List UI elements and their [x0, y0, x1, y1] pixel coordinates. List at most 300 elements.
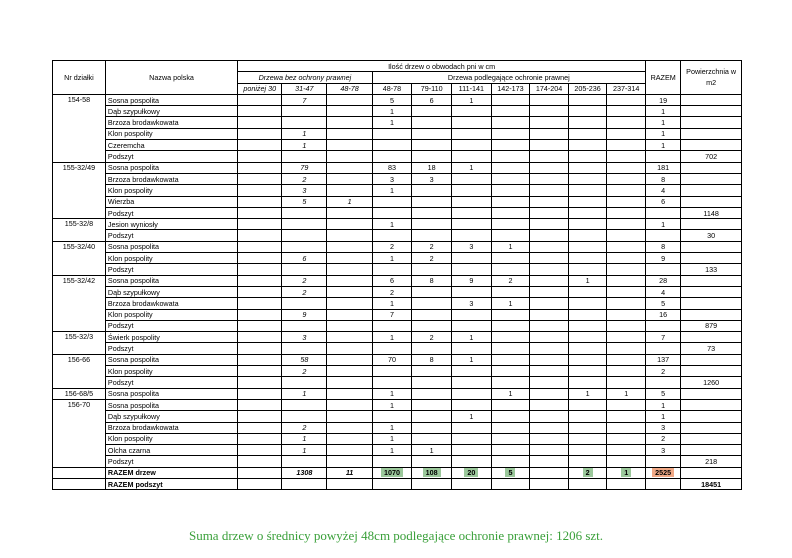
- count-cell: [412, 309, 452, 320]
- count-cell: [412, 219, 452, 230]
- count-cell: [282, 298, 327, 309]
- count-cell: [238, 275, 282, 286]
- count-cell: [412, 128, 452, 139]
- count-cell: [327, 456, 372, 467]
- count-cell: 1: [372, 399, 412, 410]
- count-cell: [452, 264, 492, 275]
- area-cell: [681, 253, 742, 264]
- count-cell: [568, 411, 607, 422]
- count-cell: [530, 241, 569, 252]
- count-cell: [238, 219, 282, 230]
- count-cell: [327, 230, 372, 241]
- species-name-cell: Brzoza brodawkowata: [105, 173, 237, 184]
- species-name-cell: Brzoza brodawkowata: [105, 298, 237, 309]
- count-cell: [282, 456, 327, 467]
- count-cell: [238, 117, 282, 128]
- area-cell: [681, 298, 742, 309]
- count-cell: [412, 106, 452, 117]
- species-name-cell: Podszyt: [105, 377, 237, 388]
- species-name-cell: Sosna pospolita: [105, 241, 237, 252]
- count-cell: [238, 445, 282, 456]
- species-name-cell: Sosna pospolita: [105, 275, 237, 286]
- count-cell: [568, 343, 607, 354]
- count-cell: [607, 354, 646, 365]
- count-cell: [238, 162, 282, 173]
- area-cell: [681, 286, 742, 297]
- area-cell: 702: [681, 151, 742, 162]
- total-count-cell: [607, 467, 646, 478]
- count-cell: [568, 377, 607, 388]
- tree-inventory-table: [52, 60, 742, 490]
- count-cell: 5: [372, 94, 412, 105]
- table-row: [53, 106, 742, 117]
- count-cell: [238, 320, 282, 331]
- total-count-value: 1308: [296, 468, 313, 478]
- count-cell: 2: [372, 241, 412, 252]
- count-cell: [372, 320, 412, 331]
- count-cell: [568, 117, 607, 128]
- count-cell: 2: [282, 286, 327, 297]
- count-cell: [238, 230, 282, 241]
- empty-cell: [530, 478, 569, 489]
- header-range-5: 111-141: [452, 83, 492, 94]
- count-cell: 1: [372, 422, 412, 433]
- empty-cell: [372, 478, 412, 489]
- row-total-cell: 4: [646, 286, 681, 297]
- header-nazwa: Nazwa polska: [105, 61, 237, 95]
- area-cell: [681, 309, 742, 320]
- count-cell: [372, 366, 412, 377]
- count-cell: [238, 411, 282, 422]
- count-cell: 9: [282, 309, 327, 320]
- count-cell: 1: [452, 94, 492, 105]
- species-name-cell: Jesion wyniosły: [105, 219, 237, 230]
- count-cell: 5: [282, 196, 327, 207]
- count-cell: [327, 253, 372, 264]
- plot-number-cell: 154-58: [53, 94, 106, 162]
- count-cell: [568, 253, 607, 264]
- area-cell: [681, 219, 742, 230]
- total-count-value: 1070: [381, 468, 403, 477]
- area-cell: [681, 388, 742, 399]
- count-cell: [327, 264, 372, 275]
- count-cell: [607, 207, 646, 218]
- row-total-cell: [646, 456, 681, 467]
- count-cell: [530, 275, 569, 286]
- area-cell: [681, 117, 742, 128]
- count-cell: [530, 377, 569, 388]
- area-cell: [681, 128, 742, 139]
- count-cell: [530, 286, 569, 297]
- count-cell: 3: [282, 332, 327, 343]
- count-cell: 1: [452, 162, 492, 173]
- count-cell: [530, 140, 569, 151]
- table-row: [53, 286, 742, 297]
- count-cell: 1: [412, 445, 452, 456]
- species-name-cell: Sosna pospolita: [105, 162, 237, 173]
- count-cell: [607, 343, 646, 354]
- count-cell: [238, 140, 282, 151]
- row-total-cell: [646, 264, 681, 275]
- count-cell: 1: [282, 433, 327, 444]
- count-cell: [327, 94, 372, 105]
- row-total-cell: 1: [646, 106, 681, 117]
- count-cell: [491, 117, 530, 128]
- area-cell: [681, 185, 742, 196]
- count-cell: [327, 388, 372, 399]
- count-cell: [412, 320, 452, 331]
- count-cell: [327, 286, 372, 297]
- count-cell: [412, 411, 452, 422]
- count-cell: [530, 433, 569, 444]
- species-name-cell: Podszyt: [105, 207, 237, 218]
- header-range-3: 48-78: [372, 83, 412, 94]
- row-total-cell: 5: [646, 298, 681, 309]
- count-cell: [412, 422, 452, 433]
- count-cell: [282, 207, 327, 218]
- empty-cell: [412, 478, 452, 489]
- count-cell: [327, 354, 372, 365]
- count-cell: [568, 230, 607, 241]
- table-row: [53, 151, 742, 162]
- species-name-cell: Świerk pospolity: [105, 332, 237, 343]
- count-cell: [412, 151, 452, 162]
- count-cell: [530, 207, 569, 218]
- count-cell: [327, 422, 372, 433]
- count-cell: [530, 366, 569, 377]
- total-count-cell: [530, 467, 569, 478]
- area-cell: 879: [681, 320, 742, 331]
- count-cell: [568, 151, 607, 162]
- count-cell: [327, 433, 372, 444]
- count-cell: [530, 173, 569, 184]
- table-row: [53, 309, 742, 320]
- count-cell: [491, 377, 530, 388]
- count-cell: [452, 366, 492, 377]
- count-cell: [607, 264, 646, 275]
- count-cell: [327, 117, 372, 128]
- total-count-value: 20: [464, 468, 478, 477]
- species-name-cell: Podszyt: [105, 456, 237, 467]
- total-count-cell: [568, 467, 607, 478]
- count-cell: [372, 230, 412, 241]
- count-cell: 1: [282, 140, 327, 151]
- count-cell: [607, 185, 646, 196]
- count-cell: 2: [282, 173, 327, 184]
- total-count-cell: [282, 467, 327, 478]
- count-cell: [568, 94, 607, 105]
- count-cell: [530, 106, 569, 117]
- count-cell: 3: [452, 298, 492, 309]
- area-cell: [681, 366, 742, 377]
- count-cell: [607, 140, 646, 151]
- count-cell: [412, 140, 452, 151]
- table-row: [53, 117, 742, 128]
- count-cell: [327, 275, 372, 286]
- count-cell: [238, 151, 282, 162]
- count-cell: [452, 399, 492, 410]
- row-total-cell: [646, 320, 681, 331]
- count-cell: [568, 106, 607, 117]
- count-cell: [607, 286, 646, 297]
- species-name-cell: Dąb szypułkowy: [105, 411, 237, 422]
- row-total-cell: 1: [646, 128, 681, 139]
- count-cell: [491, 106, 530, 117]
- count-cell: [327, 320, 372, 331]
- area-cell: [681, 241, 742, 252]
- area-cell: [681, 354, 742, 365]
- area-cell: [681, 332, 742, 343]
- row-total-cell: 2: [646, 366, 681, 377]
- count-cell: [530, 298, 569, 309]
- count-cell: [568, 309, 607, 320]
- count-cell: [568, 286, 607, 297]
- count-cell: [238, 185, 282, 196]
- count-cell: [452, 117, 492, 128]
- plot-number-cell: 155-32/49: [53, 162, 106, 218]
- count-cell: [327, 140, 372, 151]
- plot-number-cell: 156-66: [53, 354, 106, 388]
- count-cell: [530, 445, 569, 456]
- row-total-cell: 19: [646, 94, 681, 105]
- count-cell: [282, 320, 327, 331]
- count-cell: [238, 456, 282, 467]
- area-cell: 73: [681, 343, 742, 354]
- count-cell: [282, 219, 327, 230]
- row-total-cell: 3: [646, 445, 681, 456]
- row-total-cell: 9: [646, 253, 681, 264]
- species-name-cell: Dąb szypułkowy: [105, 106, 237, 117]
- count-cell: [327, 151, 372, 162]
- totals-label: RAZEM drzew: [105, 467, 237, 478]
- area-cell: [681, 196, 742, 207]
- count-cell: [568, 366, 607, 377]
- count-cell: [412, 366, 452, 377]
- count-cell: [452, 456, 492, 467]
- count-cell: [372, 411, 412, 422]
- species-name-cell: Podszyt: [105, 320, 237, 331]
- count-cell: [491, 354, 530, 365]
- count-cell: [452, 140, 492, 151]
- header-range-8: 205-236: [568, 83, 607, 94]
- count-cell: [238, 264, 282, 275]
- table-row: [53, 332, 742, 343]
- grand-total-cell: [646, 467, 681, 478]
- count-cell: 3: [412, 173, 452, 184]
- summary-note: Suma drzew o średnicy powyżej 48cm podlegające ochronie prawnej: 1206 szt.: [188, 528, 604, 543]
- count-cell: 1: [607, 388, 646, 399]
- row-total-cell: 1: [646, 219, 681, 230]
- podszyt-total-label: RAZEM podszyt: [105, 478, 237, 489]
- count-cell: [607, 411, 646, 422]
- count-cell: [568, 185, 607, 196]
- species-name-cell: Sosna pospolita: [105, 388, 237, 399]
- count-cell: [327, 411, 372, 422]
- count-cell: 8: [412, 275, 452, 286]
- count-cell: 79: [282, 162, 327, 173]
- count-cell: [452, 422, 492, 433]
- table-row: [53, 445, 742, 456]
- count-cell: 1: [452, 332, 492, 343]
- count-cell: [452, 309, 492, 320]
- count-cell: 1: [282, 128, 327, 139]
- table-row: [53, 128, 742, 139]
- count-cell: [452, 185, 492, 196]
- plot-number-cell: 155-32/8: [53, 219, 106, 242]
- count-cell: [568, 196, 607, 207]
- species-name-cell: Klon pospolity: [105, 366, 237, 377]
- table-row: [53, 320, 742, 331]
- count-cell: 3: [282, 185, 327, 196]
- count-cell: [530, 117, 569, 128]
- total-count-cell: [412, 467, 452, 478]
- count-cell: [530, 388, 569, 399]
- table-row: [53, 433, 742, 444]
- count-cell: [372, 207, 412, 218]
- count-cell: [327, 219, 372, 230]
- plot-number-cell: 155-32/40: [53, 241, 106, 275]
- species-name-cell: Czeremcha: [105, 140, 237, 151]
- totals-row: [53, 467, 742, 478]
- total-count-value: 5: [505, 468, 515, 477]
- count-cell: [607, 275, 646, 286]
- count-cell: [372, 377, 412, 388]
- count-cell: 1: [282, 445, 327, 456]
- count-cell: 6: [412, 94, 452, 105]
- row-total-cell: 28: [646, 275, 681, 286]
- count-cell: [282, 343, 327, 354]
- count-cell: [530, 151, 569, 162]
- table-row: [53, 230, 742, 241]
- total-count-cell: [238, 467, 282, 478]
- table-row: [53, 388, 742, 399]
- row-total-cell: 5: [646, 388, 681, 399]
- count-cell: [238, 253, 282, 264]
- species-name-cell: Klon pospolity: [105, 309, 237, 320]
- header-range-6: 142-173: [491, 83, 530, 94]
- species-name-cell: Wierzba: [105, 196, 237, 207]
- count-cell: [327, 185, 372, 196]
- count-cell: [530, 230, 569, 241]
- count-cell: [607, 422, 646, 433]
- table-row: [53, 173, 742, 184]
- total-count-cell: [491, 467, 530, 478]
- count-cell: [491, 433, 530, 444]
- count-cell: [607, 320, 646, 331]
- empty-cell: [491, 478, 530, 489]
- area-cell: [681, 399, 742, 410]
- count-cell: [607, 456, 646, 467]
- header-range-1: 31-47: [282, 83, 327, 94]
- count-cell: [491, 320, 530, 331]
- species-name-cell: Klon pospolity: [105, 128, 237, 139]
- area-cell: [681, 411, 742, 422]
- count-cell: [327, 128, 372, 139]
- count-cell: [412, 388, 452, 399]
- count-cell: [452, 128, 492, 139]
- count-cell: 70: [372, 354, 412, 365]
- count-cell: 8: [412, 354, 452, 365]
- count-cell: [530, 196, 569, 207]
- area-cell: [681, 106, 742, 117]
- row-total-cell: [646, 343, 681, 354]
- area-cell: [681, 422, 742, 433]
- count-cell: [568, 207, 607, 218]
- count-cell: [491, 185, 530, 196]
- count-cell: [372, 456, 412, 467]
- table-row: [53, 422, 742, 433]
- total-count-value: 108: [423, 468, 441, 477]
- row-total-cell: 1: [646, 399, 681, 410]
- count-cell: [282, 411, 327, 422]
- table-row: [53, 399, 742, 410]
- count-cell: [327, 377, 372, 388]
- count-cell: 1: [372, 332, 412, 343]
- empty-cell: [327, 478, 372, 489]
- count-cell: [491, 456, 530, 467]
- count-cell: 18: [412, 162, 452, 173]
- total-count-cell: [452, 467, 492, 478]
- table-body: [53, 94, 742, 489]
- count-cell: [452, 433, 492, 444]
- plot-number-cell: 156-68/5: [53, 388, 106, 399]
- count-cell: [238, 422, 282, 433]
- count-cell: [568, 320, 607, 331]
- count-cell: [412, 433, 452, 444]
- count-cell: 1: [372, 388, 412, 399]
- table-row: [53, 366, 742, 377]
- count-cell: [491, 343, 530, 354]
- count-cell: [412, 399, 452, 410]
- empty-cell: [282, 478, 327, 489]
- count-cell: 1: [491, 241, 530, 252]
- total-count-cell: [327, 467, 372, 478]
- count-cell: [607, 253, 646, 264]
- empty-cell: [568, 478, 607, 489]
- count-cell: [282, 117, 327, 128]
- row-total-cell: 8: [646, 241, 681, 252]
- count-cell: 1: [372, 433, 412, 444]
- count-cell: [452, 253, 492, 264]
- count-cell: [530, 264, 569, 275]
- count-cell: [412, 264, 452, 275]
- totals-empty-cell: [53, 467, 106, 478]
- header-nr-dzialki: Nr działki: [53, 61, 106, 95]
- table-row: [53, 162, 742, 173]
- count-cell: [412, 185, 452, 196]
- species-name-cell: Klon pospolity: [105, 185, 237, 196]
- species-name-cell: Dąb szypułkowy: [105, 286, 237, 297]
- area-cell: [681, 275, 742, 286]
- count-cell: 2: [412, 253, 452, 264]
- count-cell: 1: [282, 388, 327, 399]
- empty-cell: [452, 478, 492, 489]
- count-cell: [530, 219, 569, 230]
- area-cell: 133: [681, 264, 742, 275]
- count-cell: [327, 445, 372, 456]
- header-podlegajace: Drzewa podlegające ochronie prawnej: [372, 72, 645, 83]
- table-row: [53, 196, 742, 207]
- count-cell: 1: [452, 354, 492, 365]
- table-row: [53, 275, 742, 286]
- count-cell: 1: [372, 298, 412, 309]
- count-cell: [238, 388, 282, 399]
- count-cell: [238, 399, 282, 410]
- podszyt-empty-cell: [53, 478, 106, 489]
- count-cell: [282, 399, 327, 410]
- count-cell: [568, 162, 607, 173]
- count-cell: 2: [282, 366, 327, 377]
